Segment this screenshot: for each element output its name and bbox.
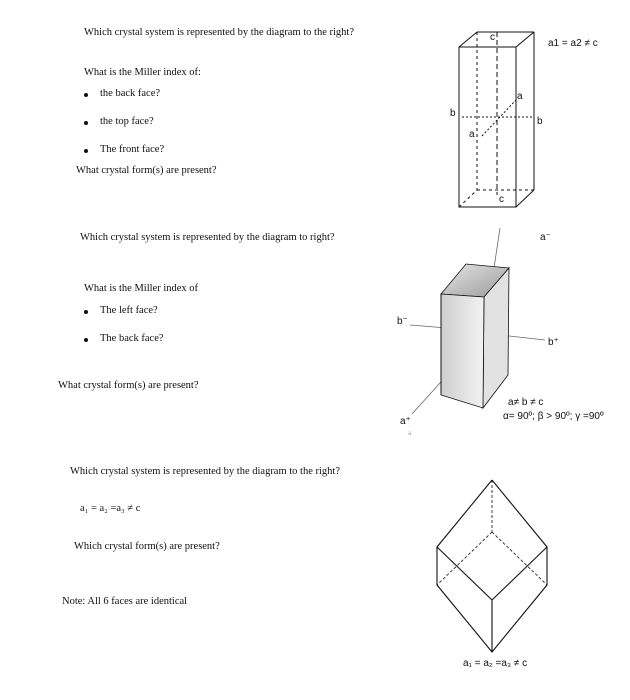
angle-relation-2: α= 90º; β > 90º; γ =90º [503,411,604,422]
miller-prompt-2: What is the Miller index of [84,283,199,294]
face-item-top: the top face? [100,116,154,127]
face-item-left: The left face? [100,305,158,316]
form-prompt-1: What crystal form(s) are present? [76,165,217,176]
axis-label-b-minus: b [450,108,456,119]
axis-label-a-plus-2: a⁺ [400,416,411,427]
faint-axis-mark: a [408,431,412,437]
note-identical-faces: Note: All 6 faces are identical [62,596,188,607]
axial-relation-3-text: a₁ = a₂ =a₃ ≠ c [80,503,141,514]
axial-relation-2: a≠ b ≠ c [508,397,544,408]
axial-relation-3-label: a₁ = a₂ =a₃ ≠ c [463,658,528,669]
axis-label-b-plus-2: b⁺ [548,337,559,348]
axis-label-b-minus-2: b⁻ [397,316,408,327]
face-item-front: The front face? [100,144,165,155]
axial-relation-1: a1 = a2 ≠ c [548,38,598,49]
question-3: Which crystal system is represented by the diagram to the right? [70,466,341,477]
axis-label-a-minus: a [517,91,523,102]
axis-label-a-plus: a [469,129,475,140]
form-prompt-3: Which crystal form(s) are present? [74,541,220,552]
question-1: Which crystal system is represented by the diagram to the right? [84,27,355,38]
axis-label-b-plus: b [537,116,543,127]
question-2: Which crystal system is represented by the diagram to right? [80,232,335,243]
axis-label-c-bottom: c [499,194,504,205]
face-item-back-2: The back face? [100,333,164,344]
miller-prompt-1: What is the Miller index of: [84,67,201,78]
face-item-back: the back face? [100,88,161,99]
axis-label-a-minus-2: a⁻ [540,232,551,243]
axis-label-c-top: c [490,32,495,43]
form-prompt-2: What crystal form(s) are present? [58,380,199,391]
